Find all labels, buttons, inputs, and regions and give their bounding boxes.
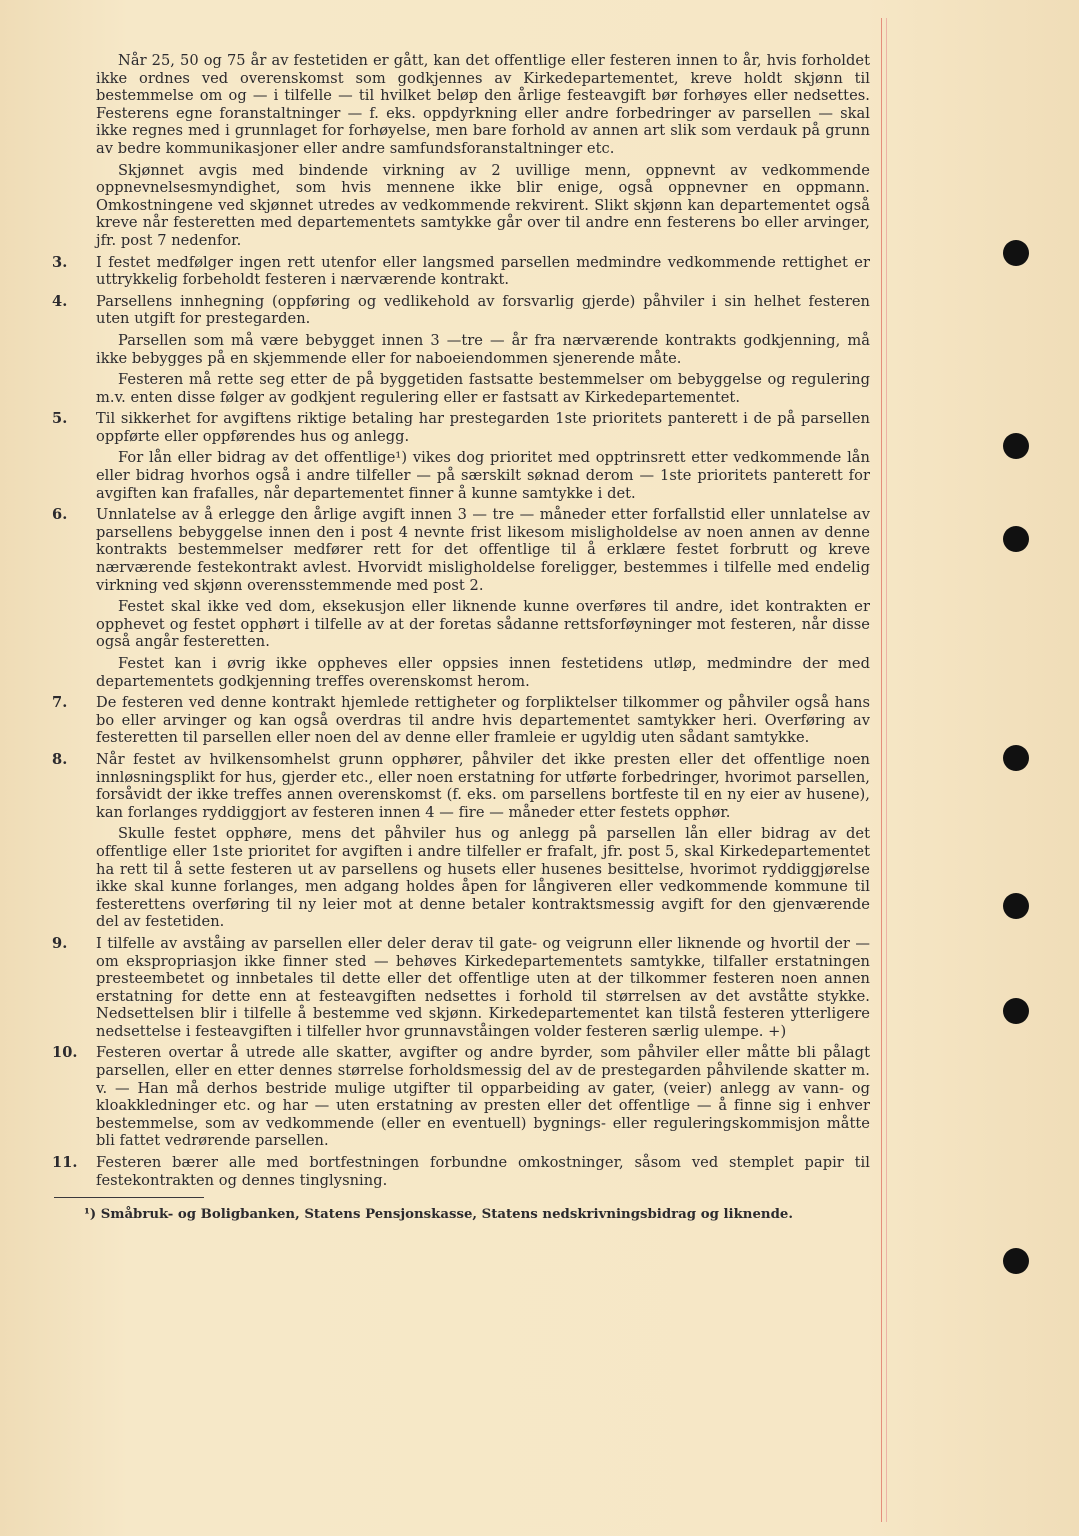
- clause-paragraph: [50, 655, 870, 690]
- clause-number: 9.: [52, 934, 68, 952]
- clause-text: I festet medfølger ingen rett utenfor eller langsmed parsellen medmindre vedkommende rettighet er uttrykkelig forbeholdt festeren i nærværende kontrakt.: [96, 253, 870, 289]
- clause-6: [50, 506, 870, 594]
- clause-text: Unnlatelse av å erlegge den årlige avgift innen 3 — tre — måneder etter forfallstid eller unnlatelse av parsellens bebyggelse innen den i post 4 nevnte frist likesom misligholdelse av noen annen av denne kontrakts bestemmelser medfører rett for det offentlige til å erklære festet forbrutt og kreve nærværende festekontrakt avlest. Hvorvidt misligholdelse foreligger, bestemmes i tilfelle med endelig virkning ved skjønn overensstemmende med post 2.: [96, 506, 870, 594]
- clause-text: Til sikkerhet for avgiftens riktige betaling har prestegarden 1ste prioritets panterett i de på parsellen oppførte eller oppførendes hus og anlegg.: [96, 410, 870, 445]
- clause-text: Parsellens innhegning (oppføring og vedlikehold av forsvarlig gjerde) påhviler i sin helhet festeren uten utgift for prestegarden.: [96, 292, 870, 328]
- clause-paragraph: [50, 825, 870, 931]
- clause-number: 8.: [52, 750, 68, 768]
- clause-text: Festeren overtar å utrede alle skatter, avgifter og andre byrder, som påhviler eller måtte bli pålagt parsellen, eller en etter dennes størrelse forholdsmessig del av de prestegarden påhvilende skatter m. v. — Han må derhos bestride mulige utgifter til opparbeiding av gater, (veier) anlegg av vann- og kloakkledninger etc. og har — uten erstatning av presten eller det offentlige — å finne sig i enhver bestemmelse, som av vedkommende (eller en eventuell) bygnings- eller reguleringskommisjon måtte bli fattet vedrørende parsellen.: [96, 1044, 870, 1150]
- punch-hole: [1003, 745, 1029, 771]
- clause-text: Festet kan i øvrig ikke oppheves eller oppsies innen festetidens utløp, medmindre der med departementets godkjenning treffes overenskomst herom.: [96, 655, 870, 690]
- clause-text: I tilfelle av avståing av parsellen eller deler derav til gate- og veigrunn eller liknende og hvortil der — om ekspropriasjon ikke finner sted — behøves Kirkedepartementets samtykke, tilfaller erstatningen presteembetet og innbetales til dette eller det offentlige uten at der tilkommer festeren noen annen erstatning for dette enn at festeavgiften nedsettes i forhold til størrelsen av det avståtte stykke. Nedsettelsen blir i tilfelle å bestemme ved skjønn. Kirkedepartementet kan tilstå festeren ytterligere nedsettelse i festeavgiften i tilfeller hvor grunnavståingen volder festeren særlig ulempe. +): [96, 934, 870, 1040]
- punch-hole: [1003, 526, 1029, 552]
- clause-text: Festeren må rette seg etter de på byggetiden fastsatte bestemmelser om bebyggelse og regulering m.v. enten disse følger av godkjent regulering eller er fastsatt av Kirkedepartementet.: [96, 371, 870, 406]
- clause-text: Parsellen som må være bebygget innen 3 —tre — år fra nærværende kontrakts godkjenning, må ikke bebygges på en skjemmende eller for naboeiendommen sjenerende måte.: [96, 331, 870, 367]
- clause-7: [50, 694, 870, 747]
- footnote: [50, 1206, 870, 1223]
- clause-paragraph: [50, 371, 870, 406]
- clause-11: [50, 1154, 870, 1189]
- clause-text: Festeren bærer alle med bortfestningen forbundne omkostninger, såsom ved stemplet papir til festekontrakten og dennes tinglysning.: [96, 1154, 870, 1189]
- clause-4: [50, 293, 870, 328]
- punch-hole: [1003, 998, 1029, 1024]
- clause-10: [50, 1044, 870, 1150]
- clause-paragraph: [50, 598, 870, 651]
- clause-9: [50, 935, 870, 1041]
- clause-text: De festeren ved denne kontrakt hjemlede rettigheter og forpliktelser tilkommer og påhviler også hans bo eller arvinger og kan også overdras til andre hvis departementet samtykker heri. Overføring av festeretten til parsellen eller noen del av denne eller framleie er ugyldig uten sådant samtykke.: [96, 694, 870, 747]
- punch-hole: [1003, 433, 1029, 459]
- clause-text: Skulle festet opphøre, mens det påhviler hus og anlegg på parsellen lån eller bidrag av det offentlige eller 1ste prioritet for avgiften i andre tilfeller er frafalt, jfr. post 5, skal Kirkedepartementet ha rett til å sette festeren ut av parsellens og husets eller husenes besittelse, hvorimot ryddiggjørelse ikke skal kunne forlanges, men adgang holdes åpen for långiveren eller vedkommende kommune til festerettens overføring til ny leier mot at denne betaler kontraktsmessig avgift for den gjenværende del av festetiden.: [96, 825, 870, 931]
- margin-rule-inner: [886, 18, 887, 1522]
- clause-paragraph: [50, 162, 870, 250]
- margin-rule: [881, 18, 882, 1522]
- clause-paragraph: [50, 52, 870, 158]
- footnote-rule: [54, 1197, 204, 1198]
- clause-8: [50, 751, 870, 821]
- clause-number: 4.: [52, 292, 68, 310]
- clause-text: Skjønnet avgis med bindende virkning av 2 uvillige menn, oppnevnt av vedkommende oppnevnelsesmyndighet, som hvis mennene ikke blir enige, også oppnevner en oppmann. Omkostningene ved skjønnet utredes av vedkommende rekvirent. Slikt skjønn kan departementet også kreve når festeretten med departementets samtykke går over til andre enn festerens bo eller arvinger, jfr. post 7 nedenfor.: [96, 161, 870, 249]
- clause-text: Når 25, 50 og 75 år av festetiden er gått, kan det offentlige eller festeren innen to år, hvis forholdet ikke ordnes ved overenskomst som godkjennes av Kirkedepartementet, kreve holdt skjønn til bestemmelse om og — i tilfelle — til hvilket beløp den årlige festeavgift bør forhøyes eller nedsettes. Festerens egne foranstaltninger — f. eks. oppdyrkning eller andre forbedringer av parsellen — skal ikke regnes med i grunnlaget for forhøyelse, men bare forhold av annen art slik som verdauk på grunn av bedre kommunikasjoner eller andre samfundsforanstaltninger etc.: [96, 52, 870, 157]
- punch-hole: [1003, 893, 1029, 919]
- clause-3: [50, 254, 870, 289]
- clause-text: Festet skal ikke ved dom, eksekusjon eller liknende kunne overføres til andre, idet kontrakten er opphevet og festet opphørt i tilfelle av at der foretas sådanne rettsforføyninger mot festeren, når disse også angår festeretten.: [96, 598, 870, 651]
- clause-paragraph: [50, 332, 870, 367]
- clause-number: 5.: [52, 410, 68, 428]
- footnote-text: Småbruk- og Boligbanken, Statens Pensjonskasse, Statens nedskrivningsbidrag og liknende.: [100, 1207, 793, 1223]
- clause-number: 6.: [52, 506, 68, 524]
- punch-hole: [1003, 1248, 1029, 1274]
- clause-text: Når festet av hvilkensomhelst grunn opphører, påhviler det ikke presten eller det offentlige noen innløsningsplikt for hus, gjerder etc., eller noen erstatning for utførte forbedringer, hvorimot parsellen, forsåvidt der ikke treffes annen overenskomst (f. eks. om parsellens bortfeste til en ny eier av husene), kan forlanges ryddiggjort av festeren innen 4 — fire — måneder etter festets opphør.: [96, 750, 870, 821]
- clause-number: 11.: [52, 1154, 78, 1172]
- clause-number: 7.: [52, 694, 68, 712]
- clause-paragraph: [50, 449, 870, 502]
- clause-5: [50, 410, 870, 445]
- contract-text: [50, 52, 870, 1223]
- clause-text: For lån eller bidrag av det offentlige¹) vikes dog prioritet med opptrinsrett etter vedkommende lån eller bidrag hvorhos også i andre tilfeller — på særskilt søknad derom — 1ste prioritets panterett for avgiften kan frafalles, når departementet finner å kunne samtykke i det.: [96, 449, 870, 502]
- footnote-marker: ¹): [84, 1207, 97, 1223]
- punch-hole: [1003, 240, 1029, 266]
- clause-number: 10.: [52, 1044, 78, 1062]
- clause-number: 3.: [52, 253, 68, 271]
